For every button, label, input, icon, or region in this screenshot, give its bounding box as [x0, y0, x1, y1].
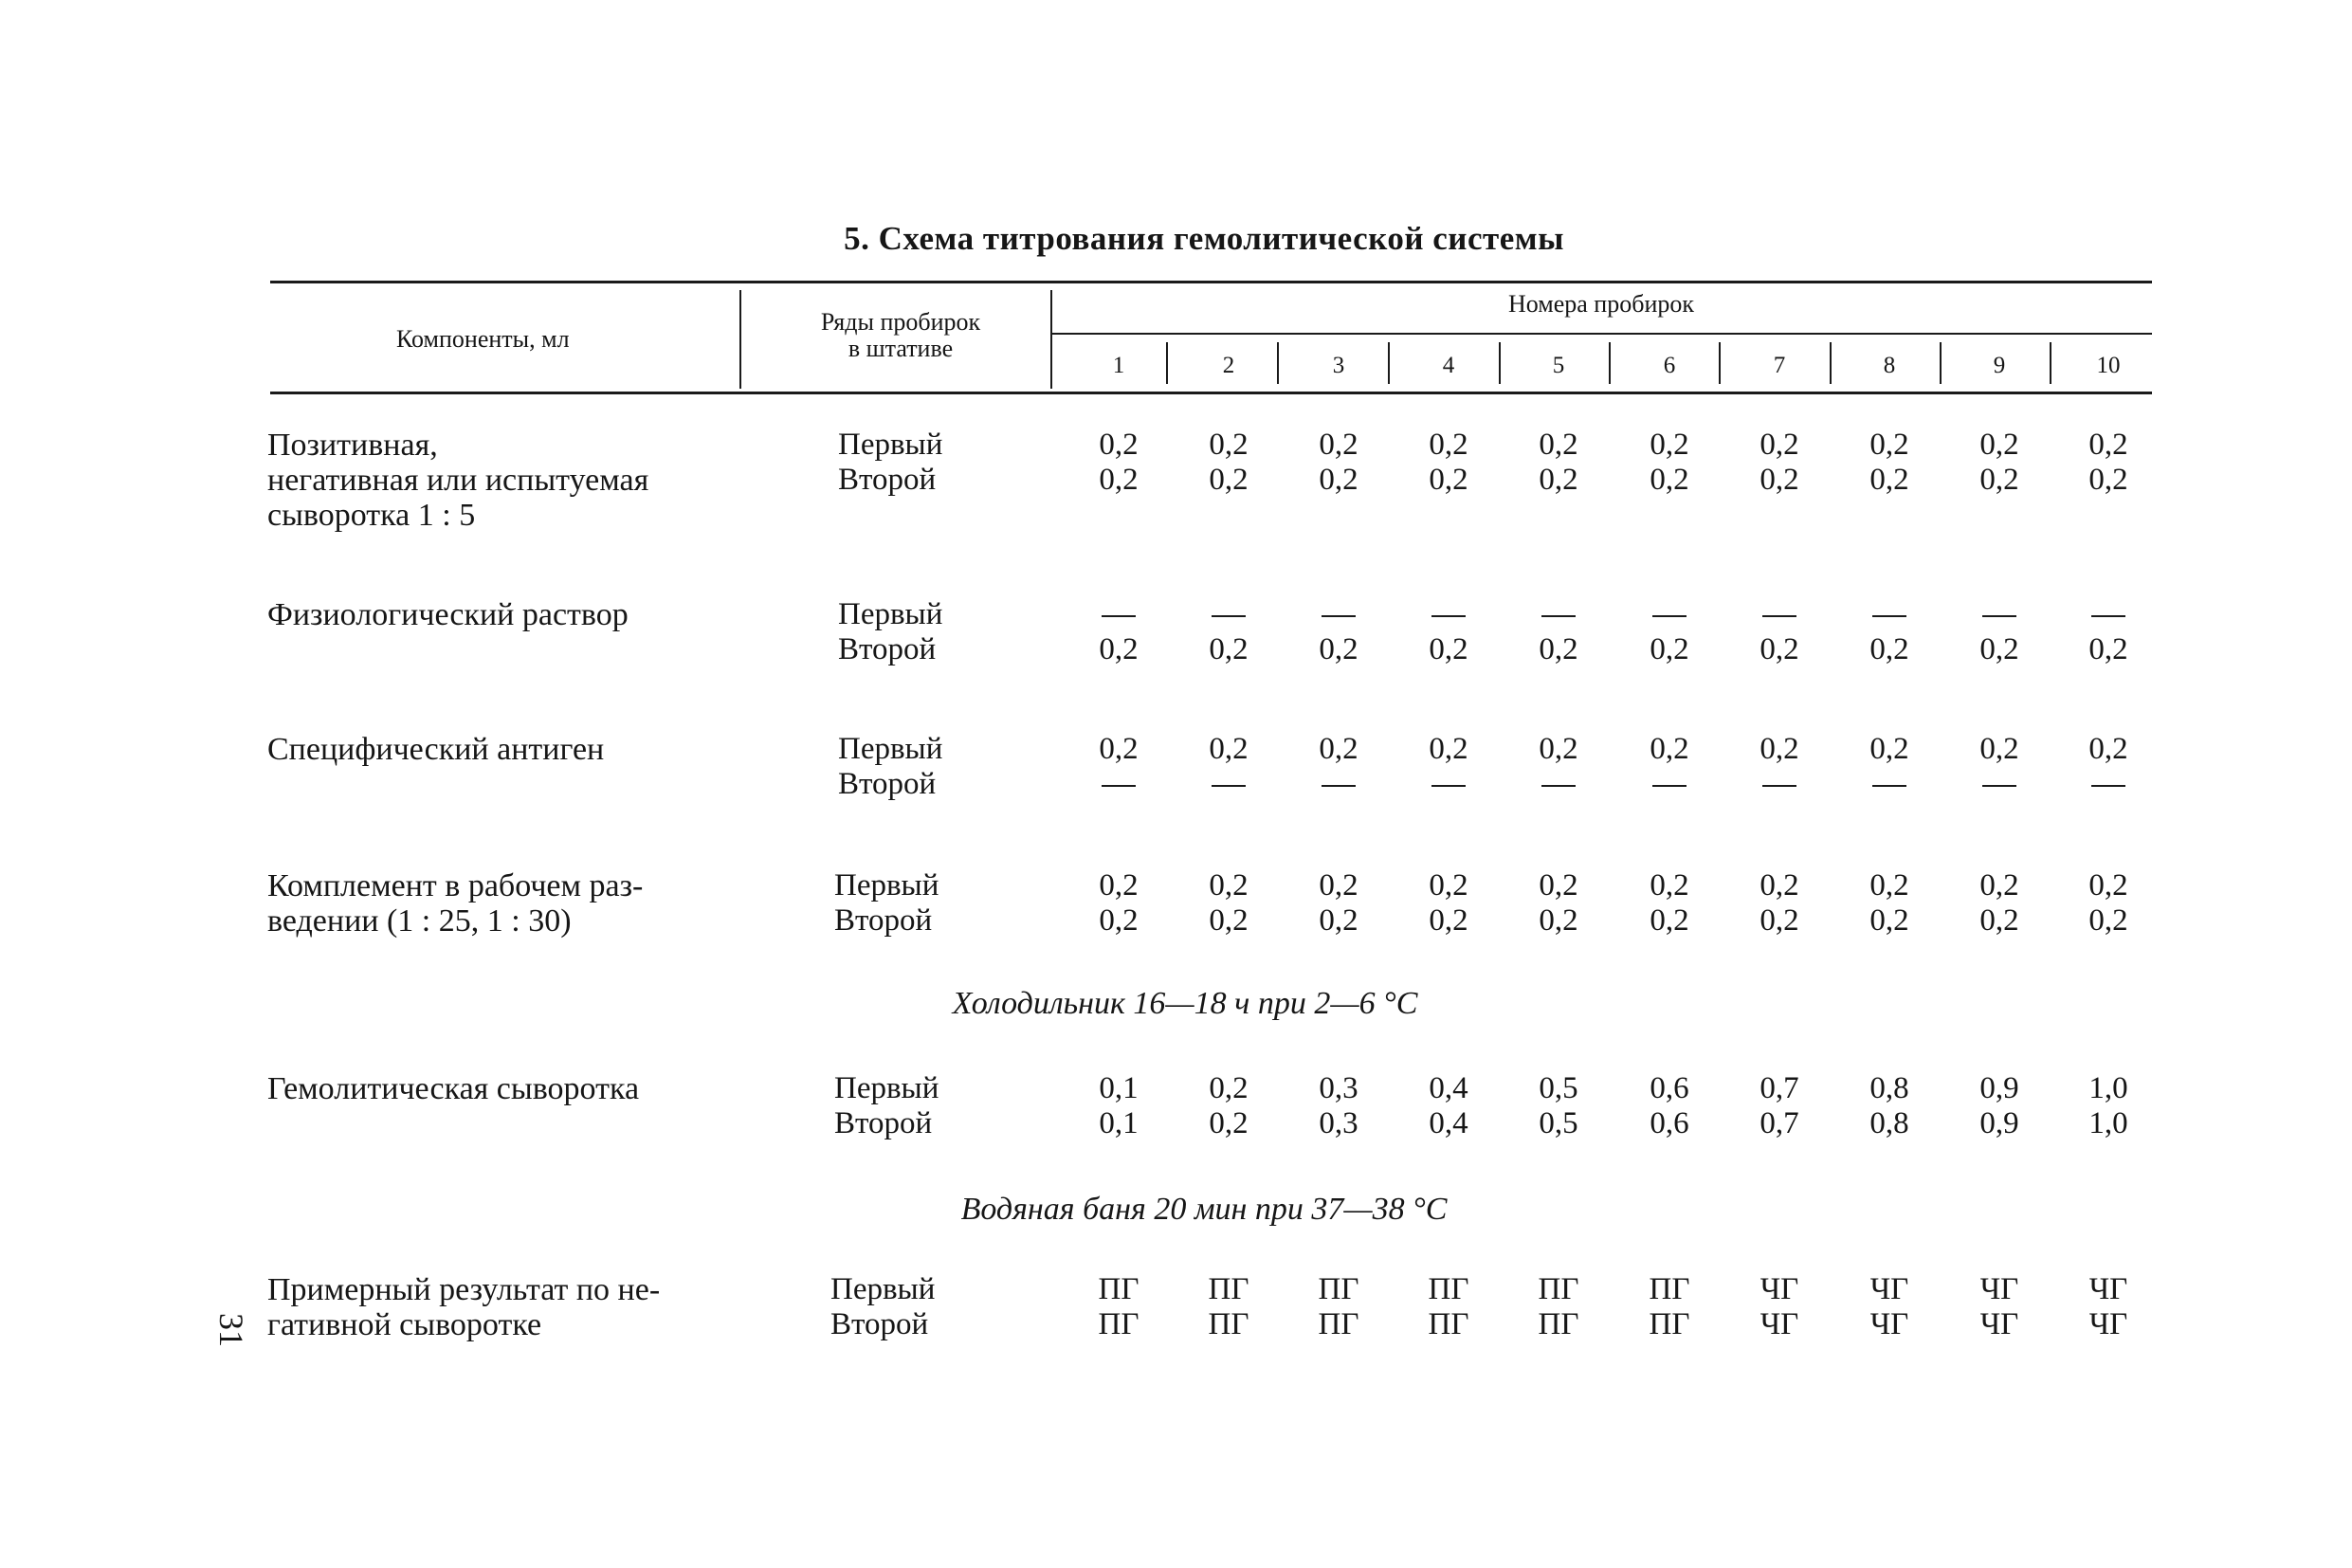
table-cell: 0,2: [1429, 428, 1468, 462]
component-label: [267, 732, 604, 767]
header-rows-line: в штативе: [848, 335, 954, 362]
table-cell-dash: [1627, 597, 1712, 632]
table-cell: 0,8: [1869, 1106, 1909, 1140]
table-cell: ПГ: [1428, 1307, 1469, 1341]
component-label-line: Позитивная,: [267, 428, 438, 463]
table-cell-dash: [1516, 597, 1601, 632]
table-cell: 0,8: [1869, 1071, 1909, 1105]
table-cell: 0,2: [1869, 428, 1909, 462]
fridge-note: Холодильник 16—18 ч при 2—6 °С: [952, 986, 1418, 1021]
table-cell-dash: [1847, 597, 1932, 632]
table-cell-dash: [1186, 597, 1271, 632]
table-cell: 0,2: [1209, 1106, 1249, 1140]
table-cell: 0,2: [1759, 903, 1799, 938]
series-label: Первый: [838, 597, 943, 631]
table-cell: ЧГ: [1979, 1307, 2019, 1341]
tube-divider: [2050, 342, 2051, 384]
table-cell: 0,2: [1539, 632, 1578, 666]
tube-number: 10: [2096, 353, 2121, 378]
dash-mark: [1982, 785, 2016, 787]
table-cell: 0,2: [1099, 903, 1139, 938]
component-label-line: гативной сыворотке: [267, 1307, 542, 1342]
table-cell: 0,2: [1539, 868, 1578, 903]
component-label-line: Специфический антиген: [267, 732, 605, 767]
tube-number: 4: [1442, 353, 1455, 378]
table-cell: 0,2: [1099, 463, 1139, 497]
table-cell: 0,2: [1979, 732, 2019, 766]
table-cell: ЧГ: [2088, 1272, 2128, 1306]
dash-mark: [1102, 785, 1136, 787]
table-cell: 0,2: [2088, 428, 2128, 462]
tube-divider: [1719, 342, 1721, 384]
table-cell: 0,4: [1429, 1071, 1468, 1105]
series-label: Первый: [834, 868, 939, 903]
series-label: Второй: [834, 903, 933, 938]
tube-divider: [1277, 342, 1279, 384]
dash-mark: [1541, 615, 1576, 617]
table-cell: 0,2: [2088, 632, 2128, 666]
dash-mark: [2091, 785, 2125, 787]
component-label-line: Комплемент в рабочем раз-: [267, 868, 644, 903]
tube-number: 6: [1663, 353, 1676, 378]
table-cell: 0,2: [1650, 868, 1689, 903]
water-bath-note: Водяная баня 20 мин при 37—38 °С: [960, 1192, 1448, 1227]
component-label: [267, 428, 648, 533]
table-cell: 0,1: [1099, 1071, 1139, 1105]
table-cell-dash: [1186, 767, 1271, 802]
series-label: Второй: [838, 767, 937, 801]
series-label: Второй: [838, 632, 937, 666]
dash-mark: [1762, 785, 1796, 787]
table-cell: 0,2: [1319, 903, 1358, 938]
table-cell: 0,2: [1979, 868, 2019, 903]
table-title: 5. Схема титрования гемолитической системы: [844, 220, 1564, 257]
table-cell: 0,2: [1869, 903, 1909, 938]
tube-divider: [1940, 342, 1942, 384]
tube-numbers-rule: [1050, 333, 2152, 335]
table-cell: 1,0: [2088, 1106, 2128, 1140]
table-cell: 0,2: [1650, 632, 1689, 666]
header-components: Компоненты, мл: [396, 325, 570, 353]
table-cell: 0,2: [2088, 868, 2128, 903]
dash-mark: [1652, 615, 1687, 617]
dash-mark: [1102, 615, 1136, 617]
table-cell: ЧГ: [2088, 1307, 2128, 1341]
component-label-line: Примерный результат по не-: [267, 1272, 661, 1307]
table-cell: 0,1: [1099, 1106, 1139, 1140]
dash-mark: [1762, 615, 1796, 617]
table-cell: 1,0: [2088, 1071, 2128, 1105]
table-cell: 0,2: [1099, 868, 1139, 903]
table-cell: 0,2: [1209, 463, 1249, 497]
dash-mark: [1431, 785, 1466, 787]
table-cell: ПГ: [1098, 1307, 1140, 1341]
dash-mark: [1212, 615, 1246, 617]
table-cell: 0,4: [1429, 1106, 1468, 1140]
page-number: 31: [212, 1313, 250, 1347]
header-tube-numbers: Номера пробирок: [1507, 290, 1694, 318]
tube-number: 8: [1883, 353, 1896, 378]
table-cell: 0,2: [1099, 428, 1139, 462]
table-cell: 0,2: [1759, 632, 1799, 666]
component-label-line: ведении (1 : 25, 1 : 30): [267, 903, 572, 939]
series-label: Второй: [830, 1307, 929, 1341]
table-cell: ЧГ: [1759, 1307, 1799, 1341]
table-cell: ЧГ: [1869, 1307, 1909, 1341]
dash-mark: [1872, 615, 1906, 617]
table-cell: ПГ: [1318, 1272, 1359, 1306]
table-cell: 0,2: [1319, 732, 1358, 766]
tube-number: 9: [1993, 353, 2006, 378]
dash-mark: [1541, 785, 1576, 787]
table-cell: 0,7: [1759, 1071, 1799, 1105]
table-cell: 0,2: [1979, 632, 2019, 666]
dash-mark: [1652, 785, 1687, 787]
tube-divider: [1499, 342, 1501, 384]
table-cell: 0,5: [1539, 1106, 1578, 1140]
table-cell-dash: [1296, 767, 1381, 802]
table-cell: 0,2: [1759, 428, 1799, 462]
table-cell: ПГ: [1428, 1272, 1469, 1306]
series-label: Первый: [834, 1071, 939, 1105]
table-cell: ПГ: [1098, 1272, 1140, 1306]
table-cell: 0,2: [1209, 1071, 1249, 1105]
component-label-line: негативная или испытуемая: [267, 463, 649, 498]
tube-number: 5: [1552, 353, 1565, 378]
table-cell: 0,2: [1319, 868, 1358, 903]
table-cell: 0,3: [1319, 1106, 1358, 1140]
component-label: [267, 597, 629, 632]
series-label: Второй: [838, 463, 937, 497]
table-cell: 0,2: [1539, 732, 1578, 766]
series-label: Первый: [830, 1272, 936, 1306]
table-cell: 0,2: [1209, 903, 1249, 938]
component-label: [267, 868, 643, 939]
table-cell: 0,5: [1539, 1071, 1578, 1105]
table-cell: 0,2: [1319, 632, 1358, 666]
table-cell: 0,2: [1539, 428, 1578, 462]
table-cell-dash: [2066, 597, 2151, 632]
header-bottom-rule: [270, 392, 2152, 394]
table-cell-dash: [1076, 767, 1161, 802]
table-cell: 0,2: [1650, 463, 1689, 497]
table-cell: 0,2: [1650, 903, 1689, 938]
table-cell: 0,2: [1759, 868, 1799, 903]
table-cell-dash: [1296, 597, 1381, 632]
table-cell: 0,2: [2088, 463, 2128, 497]
table-cell: 0,2: [1759, 732, 1799, 766]
table-cell: 0,2: [1650, 428, 1689, 462]
table-cell-dash: [1957, 767, 2042, 802]
table-cell: ПГ: [1649, 1272, 1690, 1306]
table-cell-dash: [1847, 767, 1932, 802]
dash-mark: [2091, 615, 2125, 617]
table-cell: ЧГ: [1869, 1272, 1909, 1306]
table-cell: ПГ: [1649, 1307, 1690, 1341]
table-cell: ПГ: [1208, 1272, 1249, 1306]
dash-mark: [1322, 785, 1356, 787]
table-cell: 0,7: [1759, 1106, 1799, 1140]
table-cell: ПГ: [1538, 1272, 1579, 1306]
dash-mark: [1431, 615, 1466, 617]
table-cell: 0,2: [1539, 903, 1578, 938]
dash-mark: [1322, 615, 1356, 617]
table-cell: ЧГ: [1979, 1272, 2019, 1306]
table-cell: 0,2: [1869, 463, 1909, 497]
series-label: Второй: [834, 1106, 933, 1140]
table-cell: 0,2: [1319, 428, 1358, 462]
table-cell: 0,2: [1429, 868, 1468, 903]
table-cell: 0,2: [1650, 732, 1689, 766]
table-cell-dash: [2066, 767, 2151, 802]
tube-divider: [1166, 342, 1168, 384]
column-divider: [739, 290, 741, 389]
tube-number: 3: [1332, 353, 1345, 378]
dash-mark: [1212, 785, 1246, 787]
table-cell: 0,2: [1869, 868, 1909, 903]
table-cell: 0,2: [1759, 463, 1799, 497]
table-cell-dash: [1516, 767, 1601, 802]
tube-divider: [1388, 342, 1390, 384]
table-cell-dash: [1076, 597, 1161, 632]
table-cell: 0,2: [1429, 903, 1468, 938]
component-label-line: Гемолитическая сыворотка: [267, 1071, 640, 1106]
table-cell-dash: [1627, 767, 1712, 802]
component-label: [267, 1272, 660, 1342]
table-cell-dash: [1737, 597, 1822, 632]
table-cell: 0,2: [1869, 732, 1909, 766]
table-cell: 0,2: [1209, 868, 1249, 903]
table-cell: 0,2: [1319, 463, 1358, 497]
table-cell: 0,9: [1979, 1106, 2019, 1140]
table-cell: 0,2: [1209, 632, 1249, 666]
top-rule: [270, 281, 2152, 283]
dash-mark: [1872, 785, 1906, 787]
table-cell: 0,2: [1099, 632, 1139, 666]
header-rows-line: Ряды пробирок: [820, 308, 981, 336]
table-cell: ЧГ: [1759, 1272, 1799, 1306]
series-label: Первый: [838, 428, 943, 462]
component-label-line: Физиологический раствор: [267, 597, 629, 632]
table-cell: 0,2: [1979, 903, 2019, 938]
table-cell: 0,6: [1650, 1106, 1689, 1140]
table-cell: 0,2: [1209, 428, 1249, 462]
table-cell: 0,2: [1539, 463, 1578, 497]
table-cell: 0,2: [1869, 632, 1909, 666]
table-cell: 0,9: [1979, 1071, 2019, 1105]
table-cell-dash: [1406, 767, 1491, 802]
dash-mark: [1982, 615, 2016, 617]
table-cell-dash: [1957, 597, 2042, 632]
table-cell: 0,2: [1979, 428, 2019, 462]
table-cell: 0,2: [2088, 903, 2128, 938]
table-cell: 0,2: [1429, 732, 1468, 766]
header-rows: [777, 309, 1024, 362]
table-cell: 0,2: [2088, 732, 2128, 766]
table-cell: 0,6: [1650, 1071, 1689, 1105]
tube-number: 1: [1112, 353, 1125, 378]
table-cell: ПГ: [1208, 1307, 1249, 1341]
series-label: Первый: [838, 732, 943, 766]
tube-number: 2: [1222, 353, 1235, 378]
table-cell-dash: [1406, 597, 1491, 632]
table-cell-dash: [1737, 767, 1822, 802]
table-cell: ПГ: [1538, 1307, 1579, 1341]
tube-divider: [1609, 342, 1611, 384]
table-cell: 0,2: [1429, 463, 1468, 497]
table-cell: 0,2: [1979, 463, 2019, 497]
tube-number: 7: [1773, 353, 1786, 378]
table-cell: 0,2: [1099, 732, 1139, 766]
component-label-line: сыворотка 1 : 5: [267, 498, 476, 533]
table-cell: 0,2: [1209, 732, 1249, 766]
table-cell: 0,3: [1319, 1071, 1358, 1105]
table-cell: ПГ: [1318, 1307, 1359, 1341]
table-cell: 0,2: [1429, 632, 1468, 666]
tube-divider: [1830, 342, 1832, 384]
component-label: [267, 1071, 639, 1106]
